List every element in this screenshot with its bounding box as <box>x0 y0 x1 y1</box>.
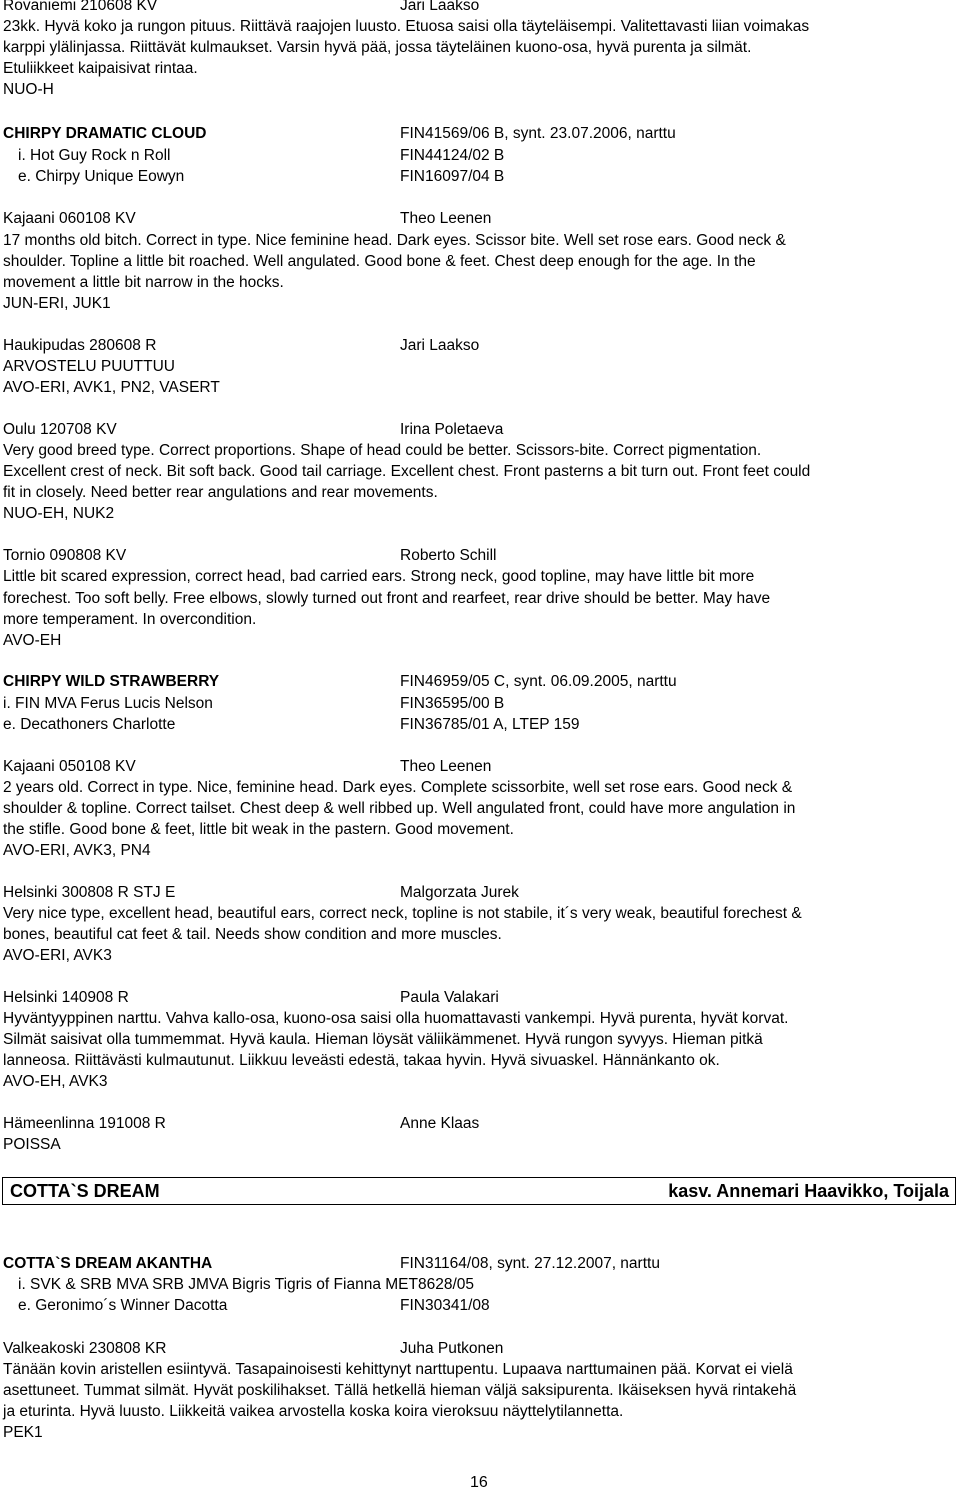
show-result: JUN-ERI, JUK1 <box>3 295 111 312</box>
dam-registration: FIN30341/08 <box>400 1297 490 1314</box>
judge-name: Theo Leenen <box>400 210 492 227</box>
judge-name: Irina Poletaeva <box>400 421 504 438</box>
critique-line: Excellent crest of neck. Bit soft back. Good tail carriage. Excellent chest. Front pasterns a bit turn out. Front feet could <box>3 463 811 480</box>
judge-name: Roberto Schill <box>400 547 497 564</box>
critique-line: shoulder. Topline a little bit roached. Well angulated. Good bone & feet. Chest deep enough for the age. In the <box>3 253 756 270</box>
judge-name: Anne Klaas <box>400 1115 480 1132</box>
show-result: NUO-H <box>3 81 54 98</box>
dam: e. Chirpy Unique Eowyn <box>18 168 185 185</box>
judge-name: Malgorzata Jurek <box>400 884 519 901</box>
dog-name: COTTA`S DREAM AKANTHA <box>3 1255 213 1272</box>
judge-name: Jari Laakso <box>400 0 480 14</box>
sire: i. SVK & SRB MVA SRB JMVA Bigris Tigris of Fianna MET8628/05 <box>18 1276 474 1293</box>
show-place: Oulu 120708 KV <box>3 421 117 438</box>
show-place: Kajaani 050108 KV <box>3 758 136 775</box>
critique-line: Hyväntyyppinen narttu. Vahva kallo-osa, kuono-osa saisi olla huomattavasti vankempi. Hyvä purenta, hyvät korvat. <box>3 1010 789 1027</box>
sire-registration: FIN36595/00 B <box>400 695 505 712</box>
dam: e. Decathoners Charlotte <box>3 716 176 733</box>
critique-line: the stifle. Good bone & feet, little bit weak in the pastern. Good movement. <box>3 821 514 838</box>
critique-line: Very good breed type. Correct proportions. Shape of head could be better. Scissors-bite. Correct pigmentation. <box>3 442 762 459</box>
sire-registration: FIN44124/02 B <box>400 147 505 164</box>
show-place: Hämeenlinna 191008 R <box>3 1115 166 1132</box>
dam: e. Geronimo´s Winner Dacotta <box>18 1297 228 1314</box>
show-result: AVO-ERI, AVK3, PN4 <box>3 842 151 859</box>
critique-line: Silmät saisivat olla tummemmat. Hyvä kaula. Hieman löysät väliikämmenet. Hyvä rungon syvyys. Hieman pitkä <box>3 1031 763 1048</box>
critique-line: ja eturinta. Hyvä luusto. Liikkeitä vaikea arvostella koska koira vieroksuu näyttelytilannetta. <box>3 1403 624 1420</box>
dog-registration: FIN46959/05 C, synt. 06.09.2005, narttu <box>400 673 677 690</box>
critique-line: forechest. Too soft belly. Free elbows, slowly turned out front and rearfeet, rear drive should be better. May have <box>3 590 771 607</box>
show-result: AVO-EH, AVK3 <box>3 1073 108 1090</box>
show-result: AVO-ERI, AVK1, PN2, VASERT <box>3 379 220 396</box>
critique-line: 2 years old. Correct in type. Nice, feminine head. Dark eyes. Complete scissorbite, well set rose ears. Good neck & <box>3 779 793 796</box>
show-place: Valkeakoski 230808 KR <box>3 1340 167 1357</box>
dam-registration: FIN16097/04 B <box>400 168 505 185</box>
critique-line: asettuneet. Tummat silmät. Hyvät poskilihakset. Tällä hetkellä hieman väljä saksipurenta. Ikäiseksen hyvä rintakehä <box>3 1382 797 1399</box>
critique-line: bones, beautiful cat feet & tail. Needs show condition and more muscles. <box>3 926 502 943</box>
kennel-breeder: kasv. Annemari Haavikko, Toijala <box>668 1181 949 1201</box>
judge-name: Paula Valakari <box>400 989 499 1006</box>
show-place: Tornio 090808 KV <box>3 547 127 564</box>
critique-line: 17 months old bitch. Correct in type. Nice feminine head. Dark eyes. Scissor bite. Well set rose ears. Good neck & <box>3 232 786 249</box>
sire: i. Hot Guy Rock n Roll <box>18 147 171 164</box>
critique-line: Very nice type, excellent head, beautiful ears, correct neck, topline is not stabile, it´s very weak, beautiful forechest & <box>3 905 802 922</box>
critique-line: fit in closely. Need better rear angulations and rear movements. <box>3 484 438 501</box>
kennel-name: COTTA`S DREAM <box>10 1181 160 1201</box>
page-number: 16 <box>470 1474 488 1491</box>
show-result: NUO-EH, NUK2 <box>3 505 115 522</box>
show-result: PEK1 <box>3 1424 43 1441</box>
show-place: Helsinki 140908 R <box>3 989 129 1006</box>
show-place: Kajaani 060108 KV <box>3 210 136 227</box>
show-result: AVO-EH <box>3 632 62 649</box>
judge-name: Juha Putkonen <box>400 1340 504 1357</box>
critique-line: Tänään kovin aristellen esiintyvä. Tasapainoisesti kehittynyt narttupentu. Lupaava narttumainen pää. Korvat ei vielä <box>3 1361 793 1378</box>
sire: i. FIN MVA Ferus Lucis Nelson <box>3 695 213 712</box>
critique-line: ARVOSTELU PUUTTUU <box>3 358 175 375</box>
show-result: POISSA <box>3 1136 61 1153</box>
dog-name: CHIRPY DRAMATIC CLOUD <box>3 125 207 142</box>
show-place: Helsinki 300808 R STJ E <box>3 884 176 901</box>
critique-line: more temperament. In overcondition. <box>3 611 257 628</box>
show-place: Haukipudas 280608 R <box>3 337 157 354</box>
critique-line: movement a little bit narrow in the hocks. <box>3 274 284 291</box>
critique-line: Little bit scared expression, correct head, bad carried ears. Strong neck, good topline, may have little bit more <box>3 568 755 585</box>
judge-name: Theo Leenen <box>400 758 492 775</box>
show-place: Rovaniemi 210608 KV <box>3 0 158 14</box>
dog-name: CHIRPY WILD STRAWBERRY <box>3 673 220 690</box>
critique-line: lanneosa. Riittävästi kulmautunut. Liikkuu leveästi edestä, takaa hyvin. Hyvä sivuaskel. Hännänkanto ok. <box>3 1052 720 1069</box>
critique-line: Etuliikkeet kaipaisivat rintaa. <box>3 60 198 77</box>
critique-line: shoulder & topline. Correct tailset. Chest deep & well ribbed up. Well angulated front, could have more angulation in <box>3 800 796 817</box>
critique-line: karppi ylälinjassa. Riittävät kulmaukset. Varsin hyvä pää, jossa täyteläinen kuono-osa, hyvä purenta ja silmät. <box>3 39 752 56</box>
judge-name: Jari Laakso <box>400 337 480 354</box>
show-result: AVO-ERI, AVK3 <box>3 947 112 964</box>
dog-registration: FIN41569/06 B, synt. 23.07.2006, narttu <box>400 125 676 142</box>
critique-line: 23kk. Hyvä koko ja rungon pituus. Riittävä raajojen luusto. Etuosa saisi olla täyteläisempi. Valitettavasti liian voimakas <box>3 18 810 35</box>
dog-registration: FIN31164/08, synt. 27.12.2007, narttu <box>400 1255 660 1272</box>
kennel-banner <box>2 1177 956 1205</box>
dam-registration: FIN36785/01 A, LTEP 159 <box>400 716 580 733</box>
